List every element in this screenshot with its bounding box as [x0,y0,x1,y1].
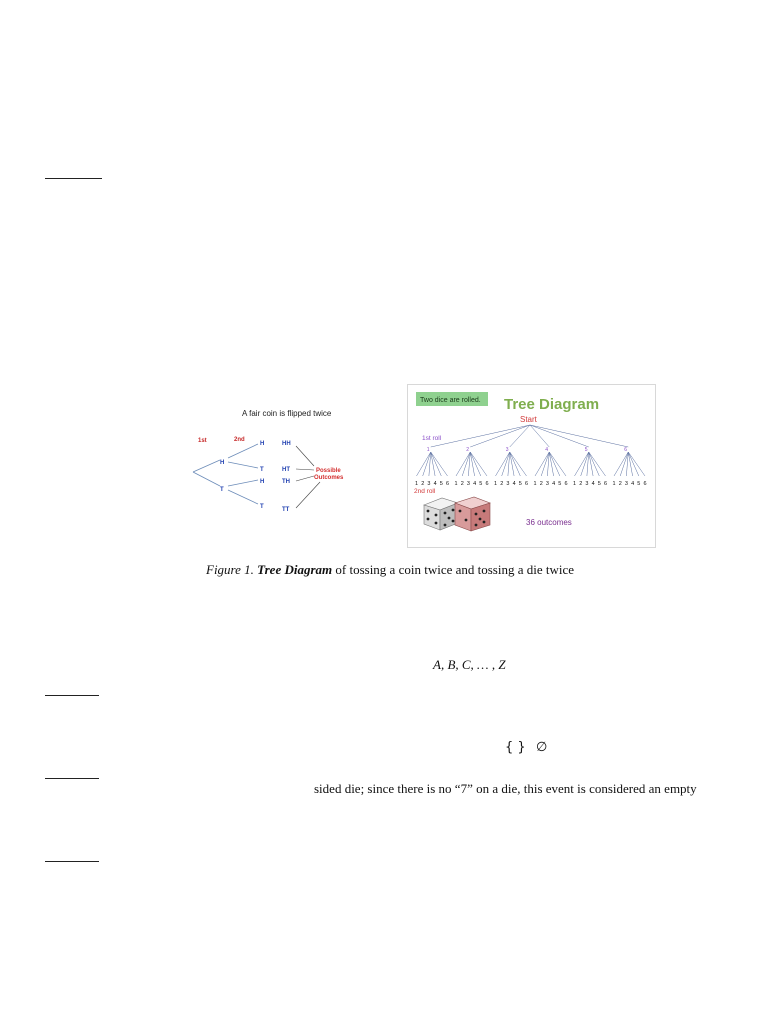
label-rule-4 [45,861,99,862]
coin-tree-diagram [190,402,358,522]
dice-second-roll-value: 5 [637,481,641,487]
dice-second-branch [589,452,600,476]
dice-second-branch [510,452,527,476]
dice-second-branch [549,452,553,476]
dice-second-branch [628,452,632,476]
coin-second-t-2: T [260,504,264,510]
dice-second-roll-value: 3 [427,481,431,487]
dice-second-roll-value: 5 [479,481,483,487]
dice-second-branch [470,452,481,476]
dice-first-roll-value: 4 [545,447,549,453]
dice-second-branch [417,452,431,476]
dice-first-branch [530,425,628,447]
dice-first-branch [431,425,530,447]
dice-second-roll-value: 6 [604,481,608,487]
dice-second-branch [456,452,470,476]
coin-second-h-1: H [260,441,265,447]
coin-first-h: H [220,460,225,466]
dice-second-roll-value: 3 [585,481,589,487]
dice-second-roll-value: 2 [539,481,543,487]
dice-second-roll-value: 1 [494,481,498,487]
dice-second-roll-value: 3 [545,481,549,487]
dice-outcomes-label: 36 outcomes [526,518,572,527]
dice-second-branch [535,452,549,476]
coin-second-t-1: T [260,467,264,473]
dice-second-branch [549,452,566,476]
dice-second-branch [589,452,593,476]
coin-outcome-ht: HT [282,467,290,473]
dice-tree-diagram [407,384,656,548]
dice-second-roll-value: 1 [612,481,616,487]
coin-first-label: 1st [198,438,207,444]
dice-second-branch [614,452,628,476]
figure-caption-text: of tossing a coin twice and tossing a die twice [335,562,575,577]
dice-first-roll-value: 3 [505,447,509,453]
coin-second-label: 2nd [234,437,245,443]
dice-second-branch [429,452,431,476]
coin-outcome-hh: HH [282,441,291,447]
dice-first-roll-value: 2 [466,447,470,453]
label-rule-1 [45,178,102,179]
dice-second-roll-value: 4 [631,481,635,487]
dice-first-roll-values [427,447,628,453]
dice-second-branch [508,452,510,476]
dice-second-roll-value: 5 [597,481,601,487]
dice-second-branch [628,452,639,476]
body-text-line: sided die; since there is no “7” on a die, this event is considered an empty [314,781,697,796]
dice-second-roll-value: 2 [500,481,504,487]
dice-second-roll-value: 3 [466,481,470,487]
figure-bold-text: Tree Diagram [257,562,333,577]
dice-second-roll-value: 6 [564,481,568,487]
dice-second-roll-values [415,481,647,487]
dice-illustration [424,497,490,531]
dice-second-branch [628,452,645,476]
dice-second-roll-value: 1 [415,481,419,487]
dice-second-roll-value: 6 [525,481,529,487]
dice-first-branch [470,425,530,447]
dice-second-roll-value: 1 [533,481,537,487]
dice-badge: Two dice are rolled. [420,397,481,404]
coin-outcomes-label: Outcomes [314,475,344,481]
dice-second-branch [496,452,510,476]
coin-tree-title: A fair coin is flipped twice [242,409,332,418]
dice-second-branch [589,452,606,476]
dice-second-branch [468,452,470,476]
dice-second-branch [626,452,628,476]
dice-second-roll-value: 2 [579,481,583,487]
dice-first-roll-value: 6 [624,447,628,453]
dice-second-branch [470,452,474,476]
dice-second-roll-value: 5 [518,481,522,487]
dice-tree-title: Tree Diagram [504,396,600,413]
coin-first-t: T [220,487,224,493]
coin-possible-label: Possible [316,468,341,474]
dice-second-branch [549,452,560,476]
dice-first-roll-value: 1 [426,447,430,453]
dice-second-roll-value: 2 [421,481,425,487]
dice-second-roll-value: 4 [552,481,556,487]
empty-set-braces: { } [505,740,526,755]
dice-second-roll-value: 3 [506,481,510,487]
dice-second-roll-value: 2 [618,481,622,487]
dice-second-branch [510,452,514,476]
dice-second-roll-value: 4 [473,481,477,487]
dice-second-roll-label: 2nd roll [414,488,436,495]
dice-second-roll-value: 6 [485,481,489,487]
dice-first-branch [510,425,530,447]
dice-branches [417,425,646,476]
dice-second-branch [431,452,448,476]
set-letters: A, B, C, … , Z [433,657,506,672]
label-rule-3 [45,778,99,779]
coin-second-h-2: H [260,479,265,485]
coin-tree-svg [190,402,358,522]
coin-outcome-th: TH [282,479,290,485]
dice-second-roll-value: 1 [573,481,577,487]
dice-second-branch [431,452,442,476]
dice-second-roll-value: 1 [454,481,458,487]
figure-caption [206,562,574,578]
dice-second-roll-value: 3 [624,481,628,487]
label-rule-2 [45,695,99,696]
dice-second-roll-value: 4 [591,481,595,487]
coin-outcome-tt: TT [282,507,290,513]
dice-second-roll-value: 6 [643,481,647,487]
dice-tree-svg [408,385,655,547]
figure-label: Figure 1. [206,562,254,577]
dice-second-branch [431,452,435,476]
dice-second-branch [587,452,589,476]
dice-start-label: Start [520,415,537,424]
dice-second-branch [575,452,589,476]
dice-second-roll-value: 5 [439,481,443,487]
dice-second-roll-value: 6 [446,481,450,487]
dice-second-branch [470,452,487,476]
dice-second-branch [547,452,549,476]
dice-second-branch [510,452,521,476]
dice-second-roll-value: 4 [512,481,516,487]
empty-set-symbol: ∅ [536,740,548,755]
dice-second-roll-value: 4 [433,481,437,487]
dice-first-branch [530,425,549,447]
dice-second-roll-value: 5 [558,481,562,487]
dice-first-roll-value: 5 [584,447,588,453]
dice-second-roll-value: 2 [460,481,464,487]
dice-first-roll-label: 1st roll [422,435,442,442]
